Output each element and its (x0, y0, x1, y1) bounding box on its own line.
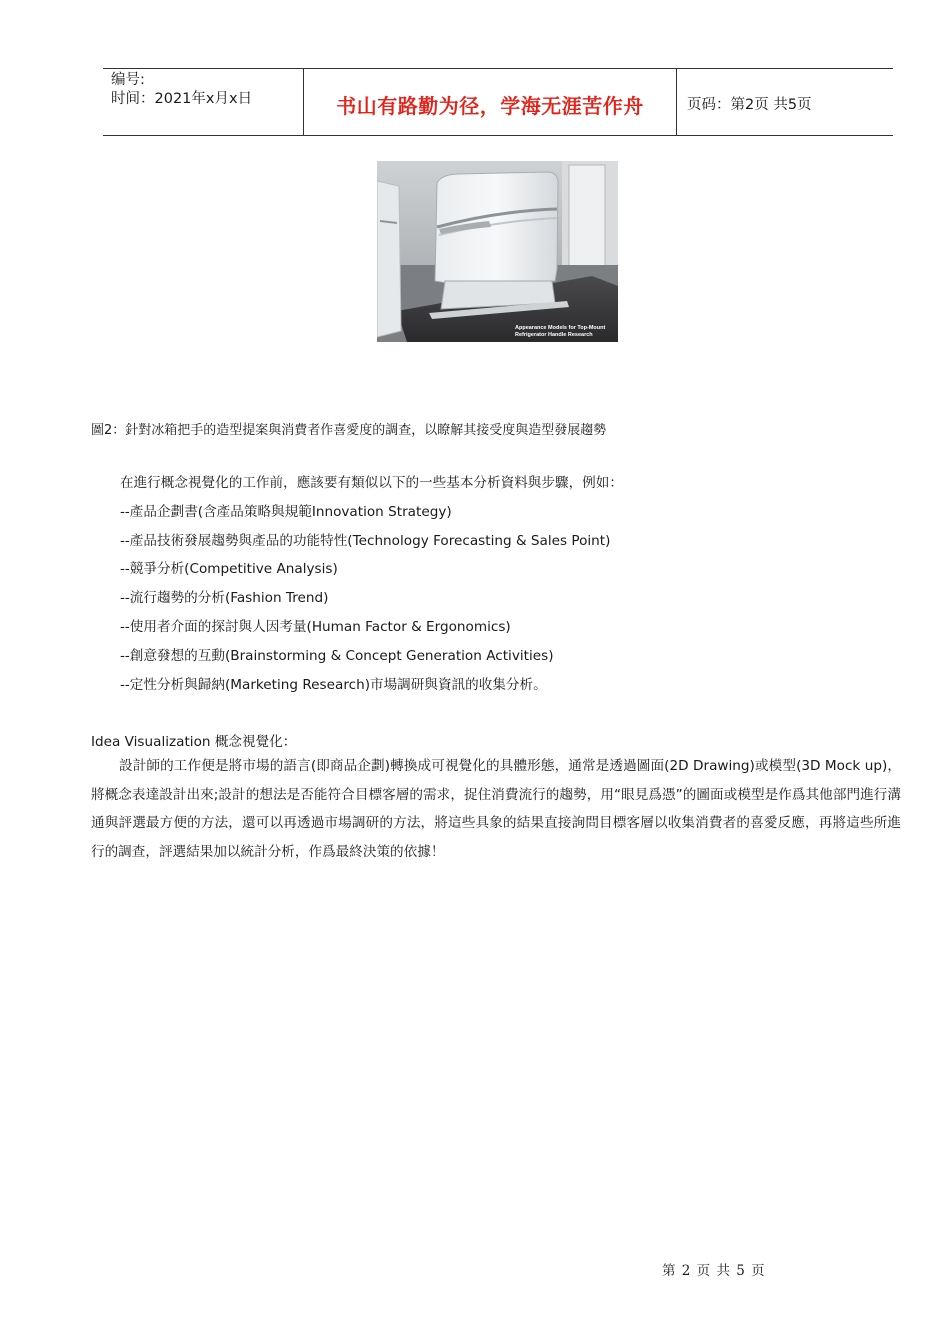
list-item: --使用者介面的探討與人因考量(Human Factor & Ergonomics) (120, 619, 511, 635)
list-item: --創意發想的互動(Brainstorming & Concept Generation Activities) (120, 648, 554, 664)
body-paragraph (91, 752, 901, 867)
time-label: 时间：2021年x月x日 (111, 91, 253, 107)
serial-label: 编号: (111, 72, 145, 88)
list-item: --產品技術發展趨勢與產品的功能特性(Technology Forecasting & Sales Point) (120, 533, 611, 549)
page-header (103, 68, 893, 136)
section-title: Idea Visualization 概念視覺化： (91, 734, 297, 750)
list-item: --競爭分析(Competitive Analysis) (120, 561, 338, 577)
list-item: --定性分析與歸納(Marketing Research)市場調研與資訊的收集分析。 (120, 677, 547, 693)
intro-text: 在進行概念視覺化的工作前，應該要有類似以下的一些基本分析資料與步驟，例如： (120, 475, 623, 491)
photo-caption-line-2: Refrigerator Handle Research (515, 332, 593, 338)
header-page-info: 页码：第2页 共5页 (687, 96, 812, 113)
paragraph-text: 設計師的工作便是將市場的語言(即商品企劃)轉換成可視覺化的具體形態，通常是透過圖面(2D Drawing)或模型(3D Mock up)，將概念表達設計出來;設計的想法是否能符合目標客層的需求，捉住消費流行的趨勢，用“眼見爲憑”的圖面或模型是作爲其他部門進行溝通與評選最方便的方法，還可以再透過市場調研的方法，將這些具象的結果直接詢問目標客層以收集消費者的喜愛反應，再將這些所進行的調查，評選結果加以統計分析，作爲最終決策的依據！ (91, 758, 901, 861)
header-slogan: 书山有路勤为径，学海无涯苦作舟 (304, 69, 677, 135)
header-meta (103, 69, 304, 135)
figure-caption: 圖2：針對冰箱把手的造型提案與消費者作喜愛度的調查，以瞭解其接受度與造型發展趨勢 (91, 423, 607, 438)
photo-caption-line-1: Appearance Models for Top-Mount (515, 325, 606, 331)
list-item: --流行趨勢的分析(Fashion Trend) (120, 590, 329, 606)
list-item: --產品企劃書(含產品策略與規範Innovation Strategy) (120, 504, 452, 520)
refrigerator-handle-photo (377, 161, 618, 342)
page-footer: 第 2 页 共 5 页 (662, 1263, 765, 1279)
